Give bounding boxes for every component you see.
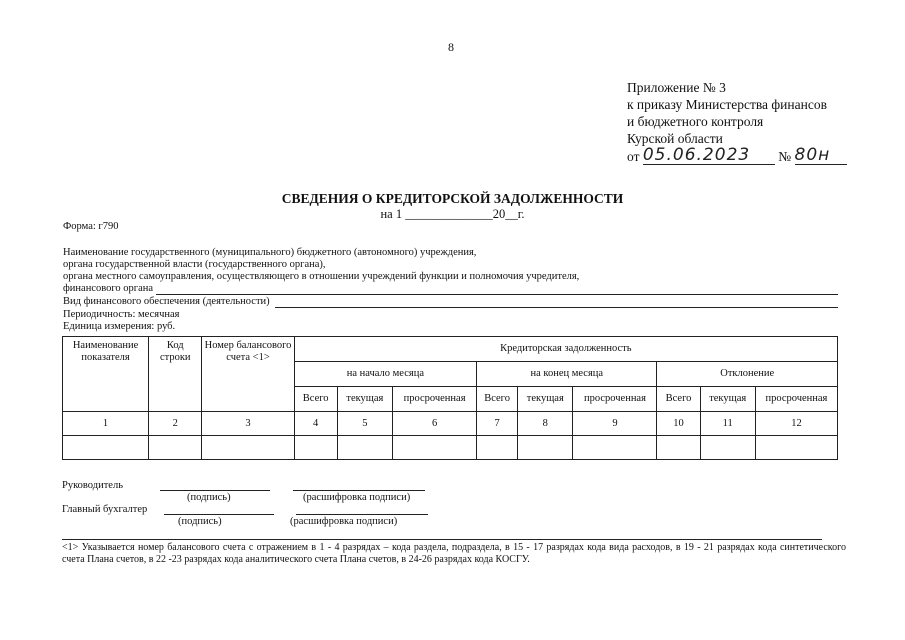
header-line-code: Код строки [149,337,202,412]
fill-line [275,307,838,308]
form-code: Форма: г790 [63,221,119,232]
column-number: 8 [518,412,573,436]
header-creditor-debt: Кредиторская задолженность [294,337,837,362]
header-current: текущая [700,387,755,412]
info-line: органа местного самоуправления, осуществляющего в отношении учреждений функции и полномочия учредителя, [63,271,580,282]
column-number: 3 [202,412,294,436]
data-cell [63,436,149,460]
page-number: 8 [448,40,454,54]
appendix-block [627,79,847,165]
header-total: Всего [477,387,518,412]
data-cell [518,436,573,460]
header-month-end: на конец месяца [477,362,657,387]
appendix-line: Приложение № 3 [627,80,726,95]
date-prefix: от [627,149,640,164]
info-line: Единица измерения: руб. [63,321,176,332]
data-cell [657,436,700,460]
decoding-line [296,514,428,515]
chief-accountant-label: Главный бухгалтер [62,504,148,515]
number-prefix: № [778,149,792,164]
data-cell [573,436,657,460]
data-cell [337,436,392,460]
column-number: 10 [657,412,700,436]
column-number: 5 [337,412,392,436]
number-field [795,147,847,165]
head-label: Руководитель [62,480,123,491]
column-number: 9 [573,412,657,436]
signature-hint: (подпись) [178,516,222,527]
decoding-hint: (расшифровка подписи) [303,492,411,503]
decoding-hint: (расшифровка подписи) [290,516,398,527]
handwritten-number: 80н [794,145,831,165]
info-line: Наименование государственного (муниципального) бюджетного (автономного) учреждения, [63,247,477,258]
column-number: 2 [149,412,202,436]
creditor-debt-table [62,336,838,460]
signature-hint: (подпись) [187,492,231,503]
info-line: финансового органа [63,283,154,294]
appendix-line: к приказу Министерства финансов [627,97,827,112]
column-number: 1 [63,412,149,436]
header-overdue: просроченная [573,387,657,412]
document-title: СВЕДЕНИЯ О КРЕДИТОРСКОЙ ЗАДОЛЖЕННОСТИ [281,191,624,206]
info-line: Периодичность: месячная [63,309,180,320]
header-deviation: Отклонение [657,362,838,387]
column-number: 11 [700,412,755,436]
signature-line [160,490,270,491]
appendix-line: и бюджетного контроля [627,114,764,129]
data-cell [755,436,837,460]
report-date-line: на 1 ______________20__г. [380,207,525,221]
decoding-line [293,490,425,491]
column-number: 7 [477,412,518,436]
fill-line [156,294,838,295]
header-account-number: Номер балансового счета <1> [202,337,294,412]
date-field [643,147,775,165]
info-line: Вид финансового обеспечения (деятельности) [63,296,270,307]
appendix-line: Курской области [627,131,723,146]
header-total: Всего [657,387,700,412]
header-total: Всего [294,387,337,412]
order-date-line [627,147,847,165]
data-cell [700,436,755,460]
column-number: 4 [294,412,337,436]
column-number: 6 [393,412,477,436]
header-current: текущая [518,387,573,412]
signature-line [164,514,274,515]
data-cell [294,436,337,460]
data-cell [202,436,294,460]
header-overdue: просроченная [393,387,477,412]
header-indicator-name: Наименование показателя [63,337,149,412]
data-cell [477,436,518,460]
column-number-row [63,412,838,436]
column-number: 12 [755,412,837,436]
data-cell [393,436,477,460]
header-current: текущая [337,387,392,412]
footnote: <1> Указывается номер балансового счета с отражением в 1 - 4 разрядах – кода раздела, подраздела, в 15 - 17 разрядах кода вида расходов, в 19 - 21 разрядах кода синтетического счета Плана счетов, в 22 -23 разрядах кода аналитического счета Плана счетов, в 24-26 разрядах кода КОСГУ. [62,542,846,565]
header-month-start: на начало месяца [294,362,476,387]
footnote-separator [62,539,822,540]
table-row [63,436,838,460]
handwritten-date: 05.06.2023 [642,145,751,165]
info-line: органа государственной власти (государственного органа), [63,259,326,270]
data-cell [149,436,202,460]
header-overdue: просроченная [755,387,837,412]
